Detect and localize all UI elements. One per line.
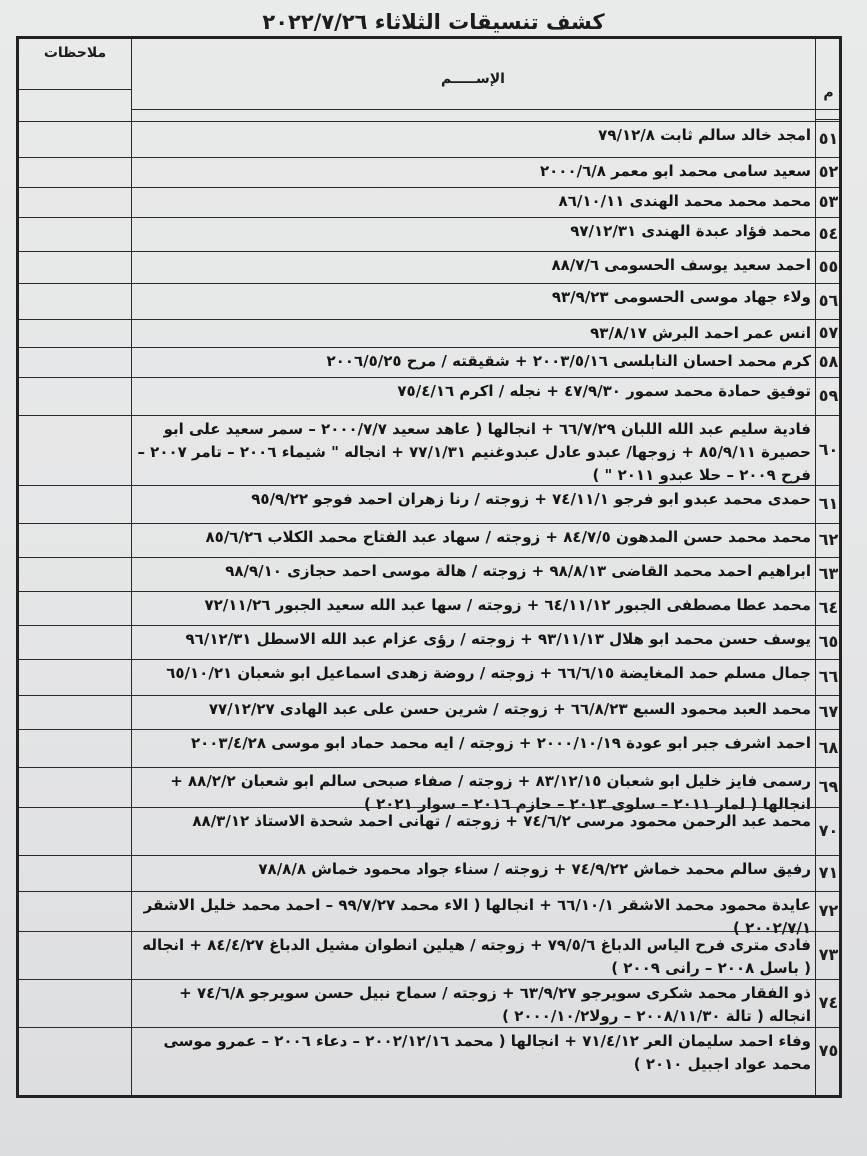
row-note <box>19 729 131 767</box>
row-number: ٦٦ <box>818 667 839 686</box>
table-row <box>19 319 839 347</box>
row-note <box>19 891 131 931</box>
row-number: ٦٩ <box>818 777 839 796</box>
row-note <box>19 767 131 807</box>
row-number: ٧٠ <box>818 821 839 840</box>
row-number: ٧١ <box>818 863 839 882</box>
row-number: ٦٥ <box>818 632 839 651</box>
table-row <box>19 187 839 217</box>
row-number: ٥١ <box>818 129 839 148</box>
row-number: ٧٥ <box>818 1041 839 1060</box>
row-name: رفيق سالم محمد خماش ٧٤/٩/٢٢ + زوجته / سناء جواد محمود خماش ٧٨/٨/٨ <box>258 860 811 878</box>
row-name: سعيد سامى محمد ابو معمر ٢٠٠٠/٦/٨ <box>540 162 811 180</box>
row-note <box>19 217 131 251</box>
row-name: انس عمر احمد البرش ٩٣/٨/١٧ <box>590 324 811 342</box>
row-name: محمد فؤاد عبدة الهندى ٩٧/١٢/٣١ <box>570 222 811 240</box>
table-row <box>19 807 839 855</box>
row-number: ٦٢ <box>818 530 839 549</box>
row-name: فادى مترى فرح الياس الدباغ ٧٩/٥/٦ + زوجته / هيلين انطوان مشيل الدباغ ٨٤/٤/٢٧ + انجاله ( باسل ٢٠٠٨ – رانى ٢٠٠٩ ) <box>142 936 811 977</box>
row-note <box>19 121 131 157</box>
row-name: احمد اشرف جبر ابو عودة ٢٠٠٠/١٠/١٩ + زوجته / ايه محمد حماد ابو موسى ٢٠٠٣/٤/٢٨ <box>190 734 811 752</box>
header-notes: ملاحظات <box>43 45 107 61</box>
row-number: ٦٧ <box>818 702 839 721</box>
table-row <box>19 523 839 557</box>
row-number: ٦٠ <box>818 440 839 459</box>
table-row <box>19 695 839 729</box>
row-number: ٦١ <box>818 494 839 513</box>
page-title: كشف تنسيقات الثلاثاء ٢٠٢٢/٧/٢٦ <box>262 10 605 34</box>
row-name: عايدة محمود محمد الاشقر ٦٦/١٠/١ + انجالها ( الاء محمد ٩٩/٧/٢٧ – احمد محمد خليل الاشقر ٢٠٠٢/٧/١ ) <box>143 896 811 937</box>
header-number: م <box>823 85 834 101</box>
table-row <box>19 485 839 523</box>
row-note <box>19 251 131 283</box>
row-name: وفاء احمد سليمان العر ٧١/٤/١٢ + انجالها ( محمد ٢٠٠٢/١٢/١٦ – دعاء ٢٠٠٦ – عمرو موسى محمد عواد اجبيل ٢٠١٠ ) <box>163 1032 811 1073</box>
row-note <box>19 187 131 217</box>
table-row <box>19 415 839 485</box>
row-note <box>19 1027 131 1075</box>
table-row <box>19 891 839 937</box>
table-row <box>19 855 839 891</box>
table-row <box>19 251 839 283</box>
row-note <box>19 485 131 523</box>
header-divider <box>19 89 131 90</box>
row-name: احمد سعيد يوسف الحسومى ٨٨/٧/٦ <box>551 256 811 274</box>
row-note <box>19 591 131 625</box>
table-row <box>19 557 839 591</box>
row-note <box>19 319 131 347</box>
row-note <box>19 347 131 377</box>
row-name: رسمى فايز خليل ابو شعبان ٨٣/١٢/١٥ + زوجته / صفاء صبحى سالم ابو شعبان ٨٨/٢/٢ + انجالها ( لمار ٢٠١١ – سلوى ٢٠١٣ – حازم ٢٠١٦ – سوار ٢٠٢١ ) <box>170 772 811 813</box>
table-row <box>19 931 839 979</box>
table-row <box>19 625 839 659</box>
header-divider-name <box>131 109 839 110</box>
row-name: ابراهيم احمد محمد القاضى ٩٨/٨/١٣ + زوجته / هالة موسى احمد حجازى ٩٨/٩/١٠ <box>225 562 811 580</box>
header-name: الإســـــم <box>441 71 505 87</box>
row-name: محمد عطا مصطفى الجبور ٦٤/١١/١٢ + زوجته / سها عبد الله سعيد الجبور ٧٢/١١/٢٦ <box>204 596 811 614</box>
row-number: ٥٢ <box>818 162 839 181</box>
table-row <box>19 591 839 625</box>
table-row <box>19 659 839 695</box>
row-name: محمد العبد محمود السبع ٦٦/٨/٢٣ + زوجته / شرين حسن على عبد الهادى ٧٧/١٢/٢٧ <box>208 700 811 718</box>
row-note <box>19 979 131 1027</box>
row-number: ٧٣ <box>818 945 839 964</box>
row-number: ٥٦ <box>818 291 839 310</box>
row-note <box>19 283 131 319</box>
row-note <box>19 659 131 695</box>
table-row <box>19 729 839 767</box>
row-note <box>19 625 131 659</box>
table-row <box>19 767 839 813</box>
table-row <box>19 347 839 377</box>
table-row <box>19 283 839 319</box>
row-name: فادية سليم عبد الله اللبان ٦٦/٧/٢٩ + انجالها ( عاهد سعيد ٢٠٠٠/٧/٧ – سمر سعيد على ابو حصيرة ٨٥/٩/١١ + زوجها/ عبدو عادل عبدوغنيم ٧٧/١/٣١ + انجاله " شيماء ٢٠٠٦ – تامر ٢٠٠٧ – فرح ٢٠٠٩ – حلا عبدو ٢٠١١ " ) <box>137 420 811 484</box>
coordination-table <box>16 36 842 1098</box>
row-note <box>19 523 131 557</box>
row-name: محمد عبد الرحمن محمود مرسى ٧٤/٦/٢ + زوجته / تهانى احمد شحدة الاستاذ ٨٨/٣/١٢ <box>192 812 811 830</box>
row-name: توفيق حمادة محمد سمور ٤٧/٩/٣٠ + نجله / اكرم ٧٥/٤/١٦ <box>397 382 811 400</box>
row-note <box>19 931 131 979</box>
row-name: جمال مسلم حمد المغايضة ٦٦/٦/١٥ + زوجته / روضة زهدى اسماعيل ابو شعبان ٦٥/١٠/٢١ <box>166 664 811 682</box>
row-number: ٥٣ <box>818 192 839 211</box>
row-number: ٦٨ <box>818 738 839 757</box>
row-name: محمد محمد محمد الهندى ٨٦/١٠/١١ <box>558 192 811 210</box>
row-note <box>19 557 131 591</box>
row-name: امجد خالد سالم ثابت ٧٩/١٢/٨ <box>598 126 811 144</box>
table-row <box>19 157 839 187</box>
row-name: ذو الفقار محمد شكرى سويرجو ٦٣/٩/٢٧ + زوجته / سماح نبيل حسن سويرجو ٧٤/٦/٨ + انجاله ( تالة ٢٠٠٨/١١/٣٠ – رولا٢٠٠٠/١٠/٢ ) <box>179 984 811 1025</box>
row-number: ٥٥ <box>818 257 839 276</box>
table-row <box>19 979 839 1027</box>
table-body <box>19 39 839 1095</box>
table-row <box>19 1027 839 1075</box>
row-name: حمدى محمد عبدو ابو فرجو ٧٤/١١/١ + زوجته / رنا زهران احمد فوجو ٩٥/٩/٢٢ <box>251 490 811 508</box>
row-note <box>19 695 131 729</box>
row-note <box>19 855 131 891</box>
header-divider-number <box>815 119 839 120</box>
row-name: يوسف حسن محمد ابو هلال ٩٣/١١/١٣ + زوجته / رؤى عزام عبد الله الاسطل ٩٦/١٢/٣١ <box>185 630 811 648</box>
row-note <box>19 807 131 855</box>
row-number: ٥٩ <box>818 386 839 405</box>
row-number: ٦٣ <box>818 564 839 583</box>
table-row <box>19 217 839 251</box>
row-number: ٥٨ <box>818 352 839 371</box>
row-name: ولاء جهاد موسى الحسومى ٩٣/٩/٢٣ <box>551 288 811 306</box>
row-note <box>19 377 131 415</box>
table-row <box>19 377 839 415</box>
row-note <box>19 415 131 485</box>
row-number: ٧٤ <box>818 993 839 1012</box>
row-number: ٥٧ <box>818 323 839 342</box>
row-note <box>19 157 131 187</box>
row-number: ٥٤ <box>818 224 839 243</box>
row-number: ٦٤ <box>818 598 839 617</box>
row-name: كرم محمد احسان النابلسى ٢٠٠٣/٥/١٦ + شقيقته / مرح ٢٠٠٦/٥/٢٥ <box>326 352 811 370</box>
row-number: ٧٢ <box>818 901 839 920</box>
table-row <box>19 121 839 157</box>
row-name: محمد محمد حسن المدهون ٨٤/٧/٥ + زوجته / سهاد عبد الفتاح محمد الكلاب ٨٥/٦/٢٦ <box>205 528 811 546</box>
